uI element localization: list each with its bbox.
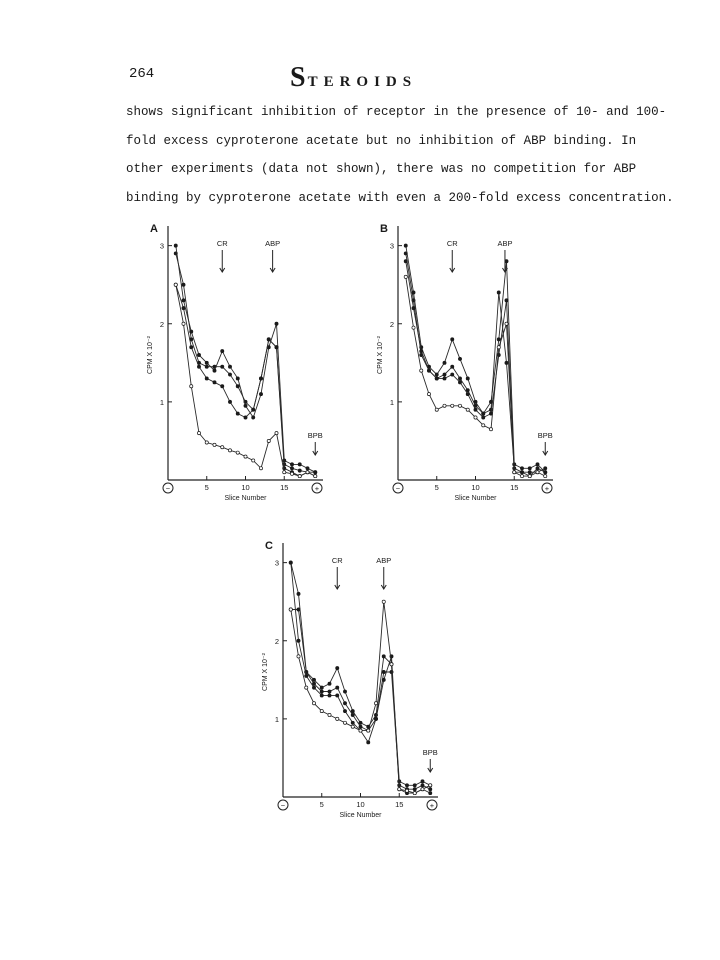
cathode-symbol: − [395,484,401,493]
annotation-label: BPB [307,431,323,440]
data-point [259,392,262,395]
data-point [482,412,485,415]
data-point [435,373,438,376]
data-point [267,439,270,442]
data-point [298,463,301,466]
x-tick-label: 15 [510,483,519,492]
data-point [221,385,224,388]
page-number: 264 [129,66,155,82]
y-tick-label: 2 [159,319,164,329]
journal-title [290,62,417,94]
x-tick-label: 5 [204,483,209,492]
data-point [306,471,309,474]
data-point [359,721,362,724]
data-point [174,283,177,286]
page-header [0,62,720,93]
data-point [382,678,385,681]
data-point [205,377,208,380]
y-tick-label: 1 [389,397,394,407]
y-tick-label: 3 [274,558,279,568]
data-point [420,369,423,372]
journal-title-initial: S [290,62,308,93]
series-line [291,602,431,793]
body-paragraph [126,98,674,212]
data-point [429,788,432,791]
data-point [312,702,315,705]
data-point [320,694,323,697]
y-axis-title: CPM X 10⁻² [377,336,384,374]
x-tick-label: 10 [471,483,480,492]
data-point [413,791,416,794]
data-point [312,682,315,685]
data-point [244,404,247,407]
data-point [236,412,239,415]
data-point [435,408,438,411]
x-tick-label: 5 [319,800,324,809]
data-point [221,365,224,368]
data-point [359,725,362,728]
data-point [420,349,423,352]
y-axis-title: CPM X 10⁻² [262,653,269,691]
data-point [275,346,278,349]
data-point [451,404,454,407]
series-line [406,253,546,472]
data-point [182,322,185,325]
anode-symbol: + [429,801,435,810]
data-point [421,788,424,791]
data-point [413,784,416,787]
data-point [290,467,293,470]
y-tick-label: 2 [389,319,394,329]
data-point [298,469,301,472]
series-line [176,253,315,472]
y-tick-label: 1 [274,714,279,724]
data-point [390,663,393,666]
data-point [305,674,308,677]
data-point [190,346,193,349]
data-point [443,361,446,364]
series-line [176,246,315,473]
data-point [343,709,346,712]
annotation-label: CR [331,556,343,565]
data-point [429,784,432,787]
data-point [228,449,231,452]
data-point [451,365,454,368]
series-line [406,277,546,476]
data-point [320,709,323,712]
data-point [312,686,315,689]
data-point [451,338,454,341]
data-point [197,365,200,368]
data-point [328,713,331,716]
annotation-label: CR [446,239,458,248]
data-point [404,244,407,247]
data-point [320,690,323,693]
data-point [536,467,539,470]
data-point [404,275,407,278]
data-point [544,467,547,470]
y-tick-label: 3 [389,241,394,251]
data-point [474,400,477,403]
anode-symbol: + [544,484,550,493]
data-point [190,330,193,333]
data-point [412,307,415,310]
data-point [182,283,185,286]
x-tick-label: 15 [280,483,289,492]
data-point [458,357,461,360]
data-point [497,346,500,349]
x-axis-title: Slice Number [339,812,382,819]
data-point [289,608,292,611]
data-point [205,361,208,364]
data-point [197,432,200,435]
data-point [435,377,438,380]
data-point [497,338,500,341]
body-line: fold excess cyproterone acetate but no inhibition of ABP binding. In [126,133,637,148]
series-line [291,563,431,786]
y-tick-label: 3 [159,241,164,251]
data-point [244,455,247,458]
data-point [382,655,385,658]
data-point [275,432,278,435]
data-point [312,678,315,681]
data-point [359,729,362,732]
data-point [466,392,469,395]
panel-label: A [150,223,158,235]
data-point [336,686,339,689]
body-line: shows significant inhibition of receptor in the presence of 10- and 100- [126,105,667,119]
data-point [228,400,231,403]
data-point [474,408,477,411]
data-point [314,474,317,477]
data-point [466,377,469,380]
data-point [429,791,432,794]
data-point [474,416,477,419]
y-tick-label: 1 [159,397,164,407]
data-point [174,244,177,247]
data-point [182,307,185,310]
data-point [513,471,516,474]
series-line [176,285,315,476]
data-point [367,729,370,732]
data-point [336,666,339,669]
data-point [259,377,262,380]
y-axis-title: CPM X 10⁻² [147,336,154,374]
data-point [505,361,508,364]
data-point [544,471,547,474]
data-point [505,299,508,302]
data-point [343,721,346,724]
data-point [351,721,354,724]
data-point [382,670,385,673]
annotation-label: ABP [265,239,281,248]
data-point [458,381,461,384]
data-point [213,443,216,446]
data-point [398,788,401,791]
data-point [298,474,301,477]
data-point [412,291,415,294]
data-point [528,471,531,474]
data-point [205,441,208,444]
data-point [328,694,331,697]
cathode-symbol: − [280,801,286,810]
data-point [367,741,370,744]
data-point [306,467,309,470]
data-point [228,373,231,376]
annotation-label: CR [216,239,228,248]
data-point [305,686,308,689]
data-point [190,385,193,388]
data-point [427,369,430,372]
data-point [336,694,339,697]
data-point [351,725,354,728]
data-point [252,408,255,411]
data-point [252,459,255,462]
x-axis-title: Slice Number [224,495,267,502]
data-point [482,416,485,419]
data-point [236,377,239,380]
panel-label: B [380,223,388,235]
cathode-symbol: − [165,484,171,493]
data-point [267,338,270,341]
data-point [221,349,224,352]
data-point [259,467,262,470]
annotation-label: BPB [537,431,553,440]
data-point [236,385,239,388]
data-point [320,686,323,689]
data-point [443,404,446,407]
annotation-label: ABP [497,239,513,248]
annotation-label: BPB [422,748,438,757]
data-point [520,467,523,470]
data-point [290,463,293,466]
data-point [443,373,446,376]
data-point [297,655,300,658]
x-tick-label: 15 [395,800,404,809]
data-point [404,260,407,263]
data-point [343,702,346,705]
journal-title-rest: TEROIDS [307,74,418,90]
y-tick-label: 2 [274,636,279,646]
data-point [374,717,377,720]
x-axis-title: Slice Number [454,495,497,502]
chart-panel-a [140,218,340,513]
data-point [351,709,354,712]
data-point [221,446,224,449]
chart-panel-c [255,535,455,830]
data-point [536,463,539,466]
data-point [458,377,461,380]
data-point [228,365,231,368]
data-point [236,451,239,454]
data-point [297,592,300,595]
series-line [406,261,546,476]
data-point [427,392,430,395]
data-point [412,326,415,329]
x-tick-label: 10 [241,483,250,492]
data-point [252,416,255,419]
data-point [197,353,200,356]
series-line [406,246,546,473]
x-tick-label: 10 [356,800,365,809]
data-point [413,788,416,791]
data-point [213,369,216,372]
data-point [443,377,446,380]
data-point [314,471,317,474]
data-point [182,299,185,302]
data-point [275,322,278,325]
data-point [421,780,424,783]
data-point [489,428,492,431]
data-point [405,784,408,787]
data-point [283,471,286,474]
data-point [528,474,531,477]
data-point [536,471,539,474]
data-point [382,600,385,603]
data-point [244,416,247,419]
data-point [213,381,216,384]
body-line: other experiments (data not shown), there was no competition for ABP [126,162,637,176]
chart-panel-b [370,218,570,513]
data-point [351,713,354,716]
body-line: binding by cyproterone acetate with even a 200-fold excess concentration. [126,190,674,205]
data-point [343,690,346,693]
data-point [544,474,547,477]
annotation-label: ABP [376,556,392,565]
data-point [328,682,331,685]
data-point [458,404,461,407]
data-point [290,472,293,475]
data-point [466,408,469,411]
data-point [405,789,408,792]
data-point [205,365,208,368]
anode-symbol: + [314,484,320,493]
data-point [336,717,339,720]
data-point [451,373,454,376]
x-tick-label: 5 [434,483,439,492]
data-point [466,389,469,392]
panel-label: C [265,540,273,552]
data-point [520,474,523,477]
series-line [176,285,315,476]
data-point [520,471,523,474]
data-point [297,639,300,642]
data-point [497,291,500,294]
data-point [328,690,331,693]
data-point [528,467,531,470]
data-point [374,702,377,705]
data-point [421,784,424,787]
data-point [482,424,485,427]
data-point [505,322,508,325]
data-point [289,561,292,564]
